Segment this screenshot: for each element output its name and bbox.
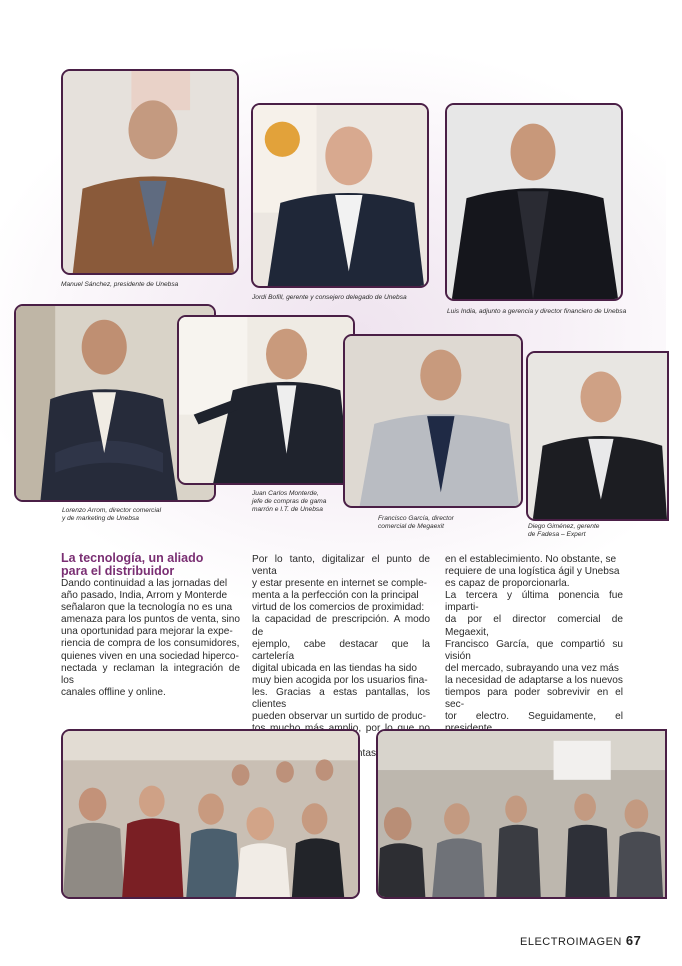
heading-line1: La tecnología, un aliado (61, 551, 204, 565)
photo-audience-right (376, 729, 667, 899)
caption-diego-gimenez (528, 523, 599, 539)
photo-manuel-sanchez (61, 69, 239, 275)
heading-line2: para el distribuidor (61, 564, 175, 578)
photo-luis-india (445, 103, 623, 301)
text-line: digital ubicada en las tiendas ha sido (252, 662, 417, 674)
photo-audience-left (61, 729, 360, 899)
caption-garcia-line2: comercial de Megaexit (378, 523, 444, 530)
text-line: señalaron que la tecnología no es una (61, 602, 233, 614)
photo-diego-gimenez (526, 351, 669, 521)
photo-juan-carlos-monterde (177, 315, 355, 485)
text-line: una oportunidad para mejorar la expe- (61, 626, 233, 638)
caption-lorenzo-arrom (62, 507, 161, 523)
text-line: del mercado, subrayando una vez más (445, 662, 619, 674)
text-line: Francisco García, que compartió su visión (445, 638, 623, 662)
text-line: pueden observar un surtido de produc- (252, 711, 426, 723)
text-line: tantas (348, 747, 377, 759)
text-line: La tercera y última ponencia fue imparti- (445, 590, 623, 614)
caption-juan-carlos-monterde (252, 490, 326, 514)
text-line: la capacidad de prescripción. A modo de (252, 614, 430, 638)
text-line: canales offline y online. (61, 686, 166, 698)
text-line: por (365, 723, 381, 735)
photo-francisco-garcia (343, 334, 523, 508)
section-heading (61, 552, 241, 578)
text-line: virtud de los comercios de proximidad: (252, 602, 425, 614)
caption-lorenzo-line2: y de marketing de Unebsa (62, 515, 139, 522)
text-line: ejemplo, cabe destacar que la cartelería (252, 638, 430, 662)
text-line: Dando continuidad a las jornadas del (61, 578, 228, 589)
text-line: amenaza para los puntos de venta, sino (61, 614, 241, 626)
magazine-name: ELECTROIMAGEN (520, 936, 622, 948)
caption-monterde-line1: Juan Carlos Monterde, (252, 490, 319, 497)
caption-gimenez-line2: de Fadesa – Expert (528, 531, 586, 538)
text-line: nectada y reclaman la integración de los (61, 662, 240, 686)
caption-manuel-sanchez: Manuel Sánchez, presidente de Unebsa (61, 281, 179, 288)
caption-gimenez-line1: Diego Giménez, gerente (528, 523, 600, 530)
page-footer (520, 933, 641, 948)
text-line: tiempos para poder sobrevivir en el sec- (445, 687, 623, 711)
text-line: Por lo tanto, digitalizar el punto de venta (252, 554, 430, 578)
text-line: les. Gracias a estas pantallas, los clientes (252, 687, 430, 711)
text-line: es capaz de proporcionarla. (445, 578, 570, 590)
text-line: y estar presente en internet se comple- (252, 578, 428, 590)
caption-monterde-line3: marrón e I.T. de Unebsa (252, 506, 323, 513)
caption-jordi-bofill: Jordi Bofill, gerente y consejero delegado de Unebsa (252, 294, 407, 301)
text-column-1 (61, 578, 240, 699)
text-line: quienes viven en una sociedad hipercо- (61, 650, 239, 662)
text-line: año pasado, India, Arrom y Monterde (61, 590, 228, 602)
caption-garcia-line1: Francisco García, director (378, 515, 454, 522)
text-line: la necesidad de adaptarse a los nuevos (445, 674, 623, 686)
photo-jordi-bofill (251, 103, 429, 288)
text-line: requiere de una logística ágil y Unebsa (445, 566, 620, 578)
text-line: tor electro. Seguidamente, el (445, 711, 623, 723)
text-line: en el establecimiento. No obstante, se (445, 554, 617, 565)
caption-francisco-garcia (378, 515, 454, 531)
page-number: 67 (625, 933, 642, 948)
text-line: da por el director comercial de Megaexit, (445, 614, 623, 638)
caption-monterde-line2: jefe de compras de gama (252, 498, 327, 505)
caption-luis-india: Luis India, adjunto a gerencia y director financiero de Unebsa (447, 308, 627, 315)
text-line: muy bien acogida por los usuarios fina- (252, 674, 428, 686)
text-line: riencia de compra de los consumidores, (61, 638, 240, 650)
caption-lorenzo-line1: Lorenzo Arrom, director comercial (62, 507, 162, 514)
text-line: menta a la perfección con la principal (252, 590, 419, 602)
